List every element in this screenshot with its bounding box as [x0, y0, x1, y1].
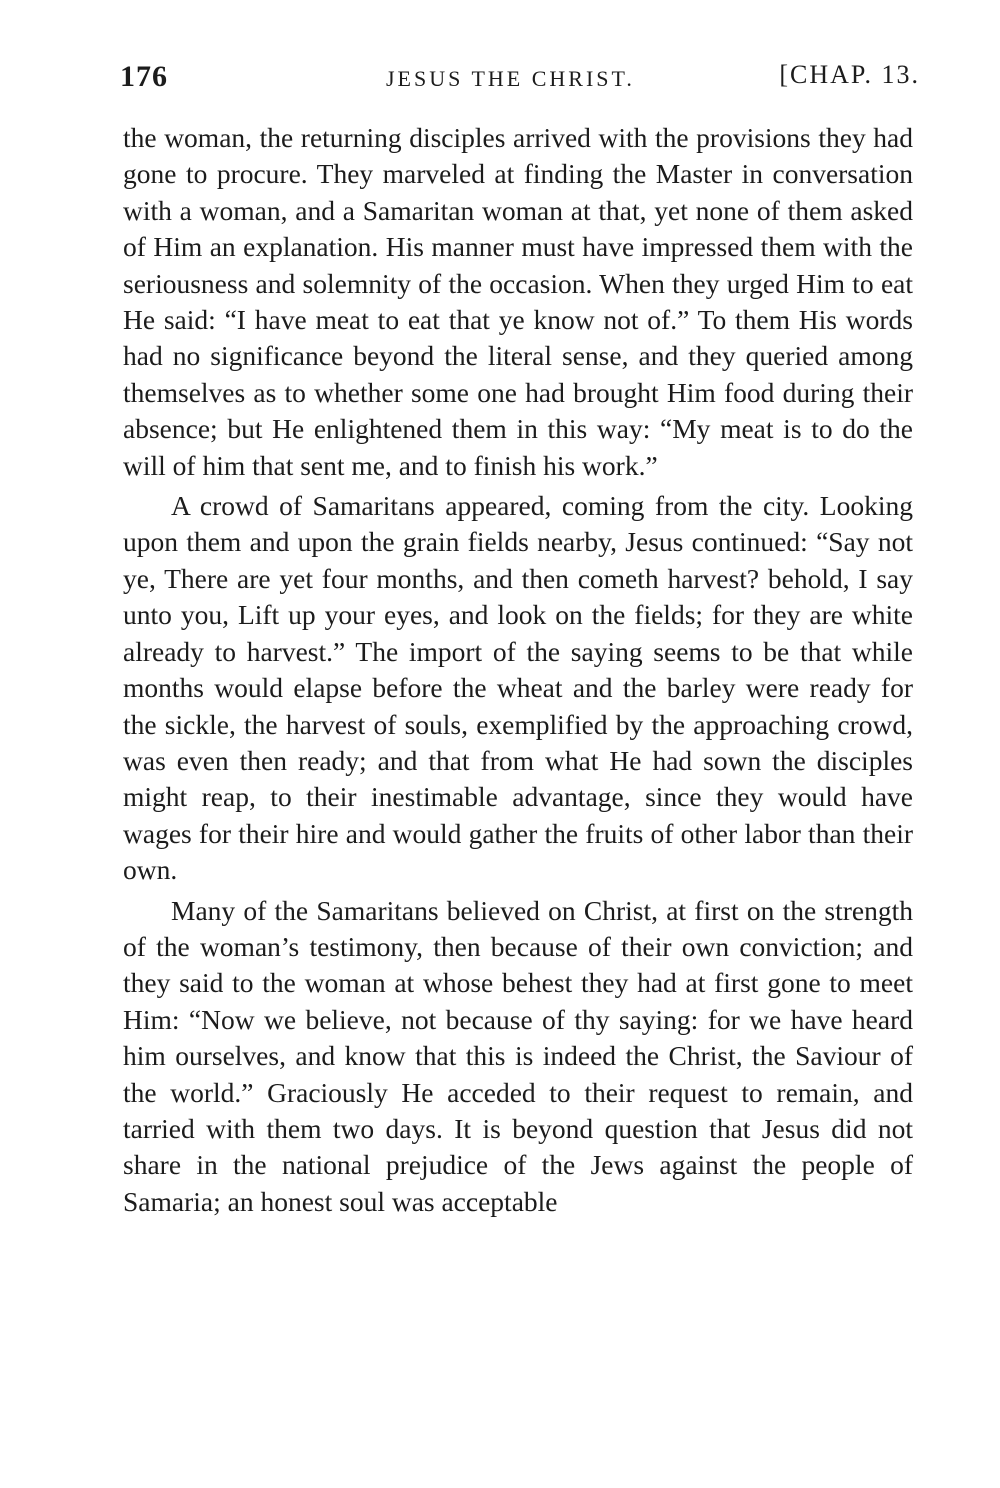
book-title: JESUS THE CHRIST. — [386, 66, 635, 91]
chapter-label: [CHAP. 13. — [779, 60, 920, 89]
body-text — [123, 120, 913, 1220]
paragraph-3: Many of the Samaritans believed on Christ, at first on the strength of the woman’s testimony, then because of their own conviction; and they said to the woman at whose behest they had at first gone to meet Him: “Now we believe, not because of thy saying: for we have heard him ourselves, and know that this is indeed the Christ, the Saviour of the world.” Graciously He acceded to their request to remain, and tarried with them two days. It is beyond question that Jesus did not share in the national prejudice of the Jews against the people of Samaria; an honest soul was acceptable — [123, 894, 913, 1217]
running-head — [120, 60, 920, 100]
page-number: 176 — [120, 60, 168, 93]
paragraph-1: the woman, the returning disciples arrived with the provisions they had gone to procure. They marveled at finding the Master in conversation with a woman, and a Samaritan woman at that, yet none of them asked of Him an explanation. His manner must have impressed them with the seriousness and solemnity of the occasion. When they urged Him to eat He said: “I have meat to eat that ye know not of.” To them His words had no significance beyond the literal sense, and they queried among themselves as to whether some one had brought Him food during their absence; but He enlightened them in this way: “My meat is to do the will of him that sent me, and to finish his work.” — [123, 122, 913, 481]
paragraph-2: A crowd of Samaritans appeared, coming from the city. Looking upon them and upon the grain fields nearby, Jesus continued: “Say not ye, There are yet four months, and then cometh harvest? behold, I say unto you, Lift up your eyes, and look on the fields; for they are white already to harvest.” The import of the saying seems to be that while months would elapse before the wheat and the barley were ready for the sickle, the harvest of souls, exemplified by the approaching crowd, was even then ready; and that from what He had sown the disciples might reap, to their inestimable advantage, since they would have wages for their hire and would gather the fruits of other labor than their own. — [123, 490, 913, 886]
